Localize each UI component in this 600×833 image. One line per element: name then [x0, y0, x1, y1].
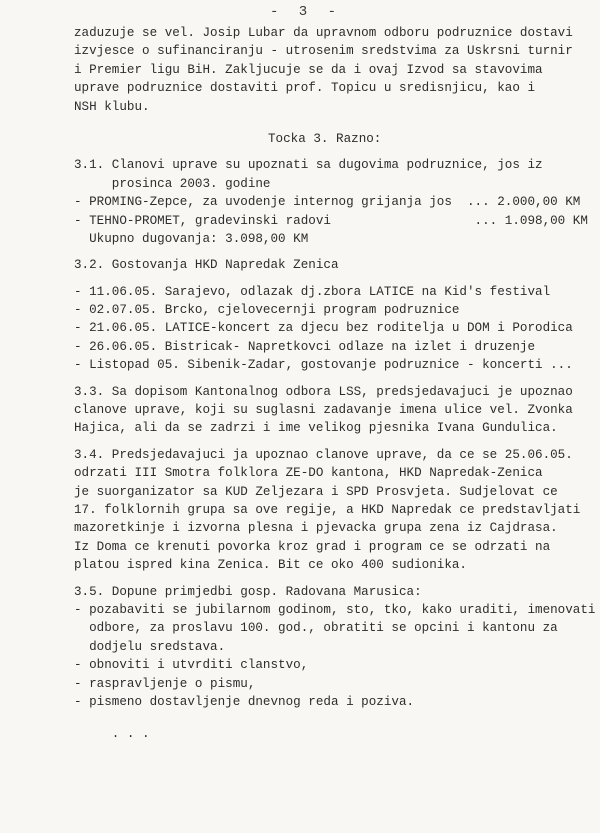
- text-line: - pismeno dostavljenje dnevnog reda i poziva.: [74, 694, 415, 709]
- line-gap: [74, 711, 596, 725]
- text-line: prosinca 2003. godine: [74, 176, 271, 191]
- text-line: 3.2. Gostovanja HKD Napredak Zenica: [74, 258, 339, 273]
- text-line: - Listopad 05. Sibenik-Zadar, gostovanje podruznice - koncerti ...: [74, 358, 573, 373]
- text-line: platou ispred kina Zenica. Bit ce oko 400 sudionika.: [74, 558, 467, 573]
- line-gap: [74, 248, 596, 256]
- line-gap: [74, 438, 596, 446]
- text-line: Hajica, ali da se zadrzi i ime velikog pjesnika Ivana Gundulica.: [74, 421, 558, 436]
- section-heading: Tocka 3. Razno:: [268, 131, 382, 146]
- line-gap: [74, 275, 596, 283]
- text-line: - 26.06.05. Bistricak- Napretkovci odlaze na izlet i druzenje: [74, 339, 536, 354]
- text-line: - 21.06.05. LATICE-koncert za djecu bez roditelja u DOM i Porodica: [74, 321, 573, 336]
- text-line: zaduzuje se vel. Josip Lubar da upravnom odboru podruznice dostavi: [74, 26, 573, 40]
- typed-text-body: [74, 24, 596, 744]
- text-line: mazoretkinje i izvorna plesna i pjevacka grupa zena iz Cajdrasa.: [74, 521, 558, 536]
- text-line: Ukupno dugovanja: 3.098,00 KM: [74, 231, 309, 246]
- text-line: dodjelu sredstava.: [74, 639, 226, 654]
- text-line: . . .: [74, 727, 150, 742]
- page-number: - 3 -: [270, 4, 343, 20]
- line-gap: [74, 575, 596, 583]
- text-line: izvjesce o sufinanciranju - utrosenim sredstvima za Uskrsni turnir: [74, 44, 573, 59]
- text-line: uprave podruznice dostaviti prof. Topicu u sredisnjicu, kao i: [74, 81, 536, 96]
- text-line: - PROMING-Zepce, za uvodenje internog grijanja jos ... 2.000,00 KM: [74, 195, 581, 210]
- line-gap: [74, 375, 596, 383]
- text-line: odrzati III Smotra folklora ZE-DO kantona, HKD Napredak-Zenica: [74, 466, 543, 481]
- text-line: NSH klubu.: [74, 99, 150, 114]
- line-gap: [74, 116, 596, 130]
- text-line: 17. folklornih grupa sa ove regije, a HKD Napredak ce predstavljati: [74, 502, 581, 517]
- text-line: - obnoviti i utvrditi clanstvo,: [74, 658, 309, 673]
- text-line: - 11.06.05. Sarajevo, odlazak dj.zbora LATICE na Kid's festival: [74, 284, 551, 299]
- text-line: - pozabaviti se jubilarnom godinom, sto, tko, kako uraditi, imenovati: [74, 602, 596, 617]
- text-line: i Premier ligu BiH. Zakljucuje se da i ovaj Izvod sa stavovima: [74, 62, 543, 77]
- text-line: je suorganizator sa KUD Zeljezara i SPD Prosvjeta. Sudjelovat ce: [74, 484, 558, 499]
- text-line: 3.5. Dopune primjedbi gosp. Radovana Marusica:: [74, 584, 422, 599]
- text-line: Iz Doma ce krenuti povorka kroz grad i program ce se odrzati na: [74, 539, 551, 554]
- text-line: 3.3. Sa dopisom Kantonalnog odbora LSS, predsjedavajuci je upoznao: [74, 384, 573, 399]
- text-line: - 02.07.05. Brcko, cjelovecernji program podruznice: [74, 303, 460, 318]
- text-line: clanove uprave, koji su suglasni zadavanje imena ulice vel. Zvonka: [74, 403, 573, 418]
- text-line: - raspravljenje o pismu,: [74, 676, 256, 691]
- text-line: 3.1. Clanovi uprave su upoznati sa dugovima podruznice, jos iz: [74, 158, 543, 173]
- line-gap: [74, 148, 596, 156]
- text-line: 3.4. Predsjedavajuci ja upoznao clanove uprave, da ce se 25.06.05.: [74, 447, 573, 462]
- text-line: - TEHNO-PROMET, gradevinski radovi ... 1.098,00 KM: [74, 213, 588, 228]
- text-line: odbore, za proslavu 100. god., obratiti se opcini i kantonu za: [74, 621, 558, 636]
